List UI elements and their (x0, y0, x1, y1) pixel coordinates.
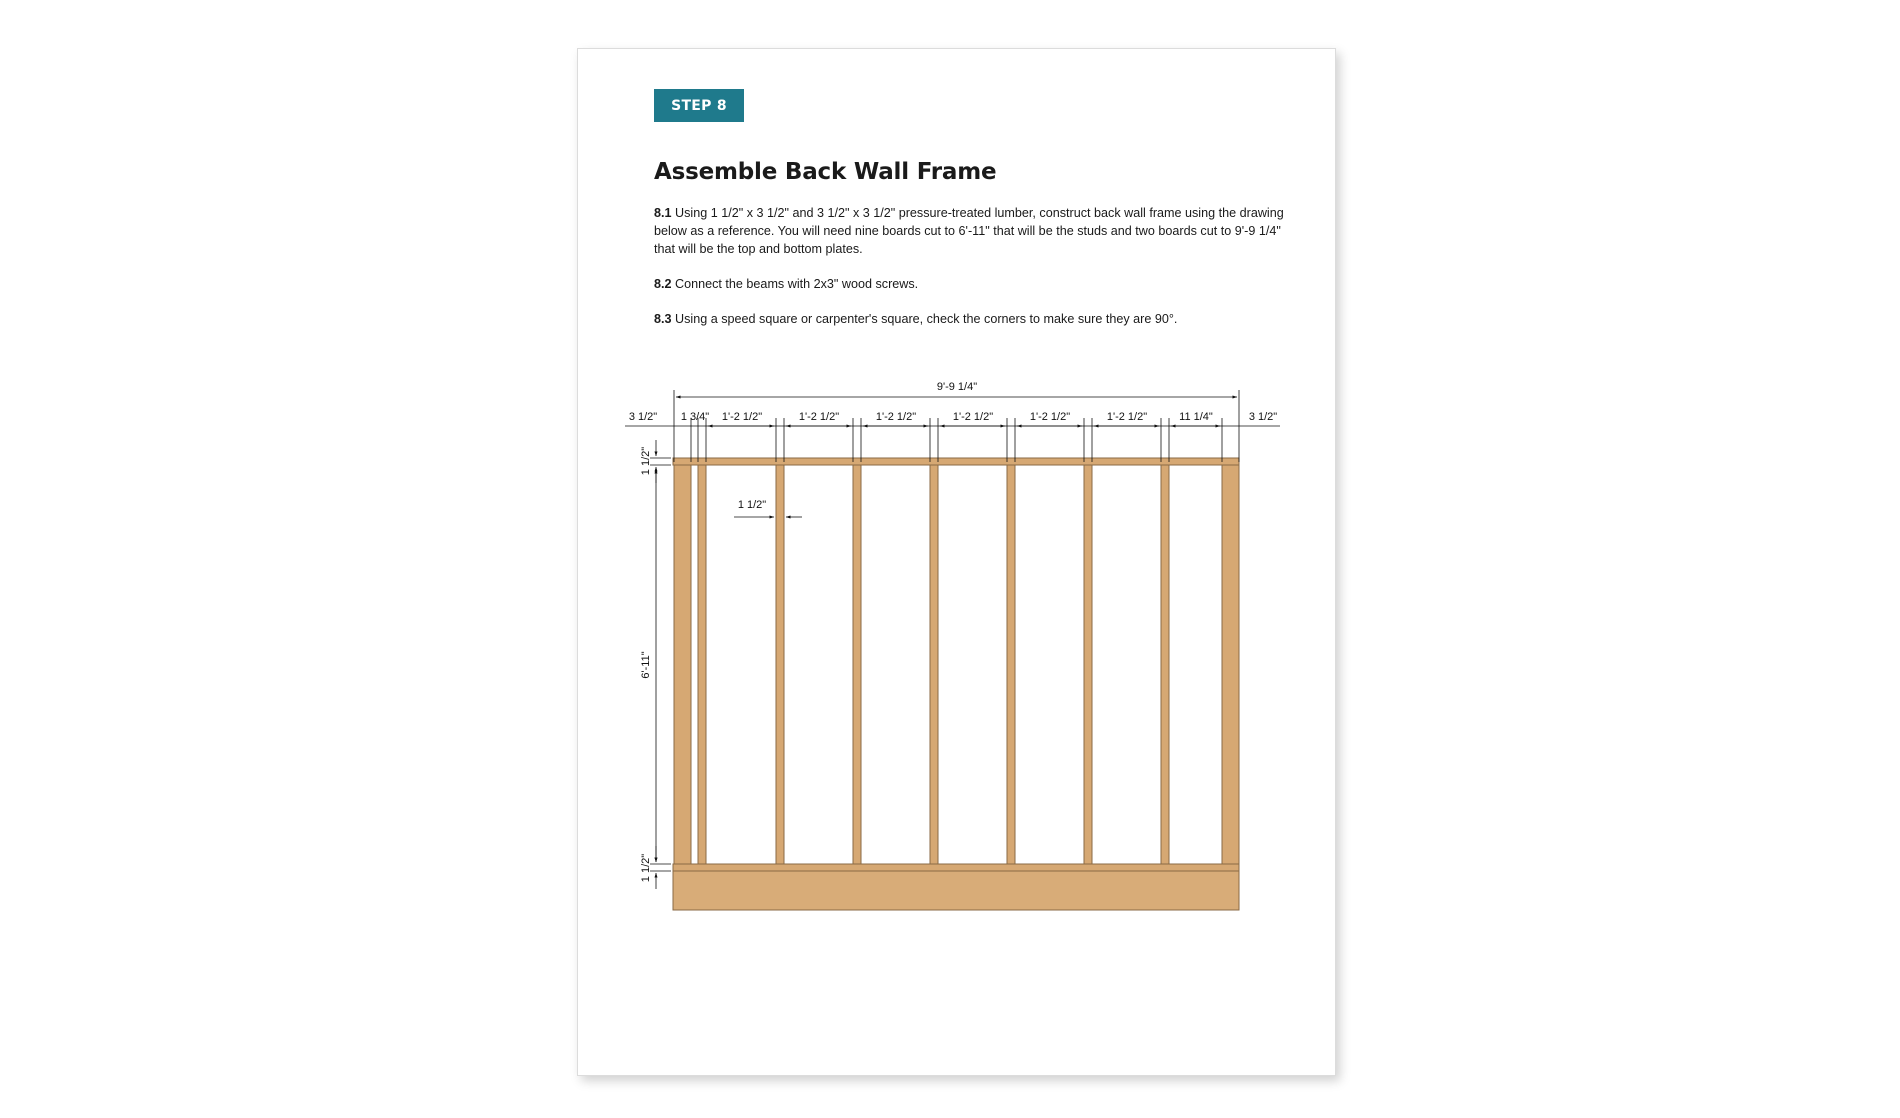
instruction-number: 8.2 (654, 277, 672, 291)
stud-width-label: 1 1/2" (737, 499, 767, 511)
spacing-label: 1'-2 1/2" (952, 411, 994, 423)
stud-height-label: 6'-11" (640, 651, 652, 679)
instruction-text: Connect the beams with 2x3" wood screws. (671, 277, 919, 291)
right-end-label: 3 1/2" (1248, 411, 1278, 423)
overall-width-label: 9'-9 1/4" (936, 381, 978, 393)
instruction-8-1 (654, 204, 1294, 258)
spacing-label: 1'-2 1/2" (875, 411, 917, 423)
spacing-label: 11 1/4" (1179, 411, 1213, 423)
instruction-text: Using 1 1/2" x 3 1/2" and 3 1/2" x 3 1/2" pressure-treated lumber, construct back wall frame using the drawing below as a reference. You will need nine boards cut to 6'-11" that will be the studs and two boards cut to 9'-9 1/4" that will be the top and bottom plates. (654, 206, 1284, 256)
page-title: Assemble Back Wall Frame (654, 159, 997, 185)
spacing-label: 1'-2 1/2" (1106, 411, 1148, 423)
spacing-label: 1'-2 1/2" (721, 411, 763, 423)
document-page (577, 48, 1336, 1076)
instruction-text: Using a speed square or carpenter's square, check the corners to make sure they are 90°. (671, 312, 1178, 326)
spacing-label: 1'-2 1/2" (798, 411, 840, 423)
instruction-number: 8.3 (654, 312, 672, 326)
step-badge: STEP 8 (654, 89, 744, 122)
instruction-8-2 (654, 275, 1294, 293)
spacing-label: 1 3/4" (680, 411, 710, 423)
bottom-plate-thickness-label: 1 1/2" (640, 853, 652, 883)
top-plate-thickness-label: 1 1/2" (640, 446, 652, 476)
left-end-label: 3 1/2" (628, 411, 658, 423)
instruction-number: 8.1 (654, 206, 672, 220)
instruction-8-3 (654, 310, 1294, 328)
spacing-label: 1'-2 1/2" (1029, 411, 1071, 423)
